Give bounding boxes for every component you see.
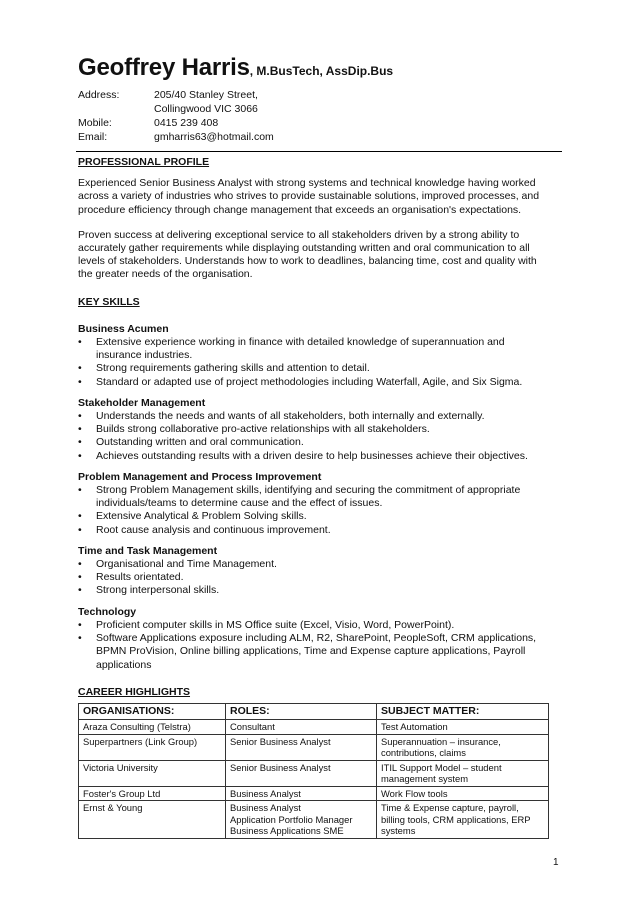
list-item: • Strong interpersonal skills. bbox=[78, 584, 220, 597]
subject-cell: Time & Expense capture, payroll, billing tools, CRM applications, ERP systems bbox=[377, 801, 549, 839]
skill-group-title: Business Acumen bbox=[78, 322, 169, 335]
list-item: • Root cause analysis and continuous improvement. bbox=[78, 523, 331, 536]
org-cell: Araza Consulting (Telstra) bbox=[79, 720, 226, 735]
org-cell: Superpartners (Link Group) bbox=[79, 734, 226, 760]
list-item: • Understands the needs and wants of all stakeholders, both internally and externally. bbox=[78, 410, 485, 423]
candidate-qualifications: , M.BusTech, AssDip.Bus bbox=[249, 64, 394, 78]
bullet-icon: • bbox=[78, 436, 82, 449]
skill-group-title: Technology bbox=[78, 605, 137, 618]
contact-row bbox=[78, 88, 274, 102]
contact-label: Mobile: bbox=[78, 117, 112, 129]
bullet-icon: • bbox=[78, 632, 82, 645]
list-item: • Standard or adapted use of project methodologies including Waterfall, Agile, and Six Sigma. bbox=[78, 375, 523, 388]
address-line-1: 205/40 Stanley Street, bbox=[154, 89, 258, 101]
subject-cell: Test Automation bbox=[377, 720, 549, 735]
bullet-icon: • bbox=[78, 423, 82, 436]
mobile-number: 0415 239 408 bbox=[154, 117, 219, 129]
list-item: • Strong Problem Management skills, identifying and securing the commitment of appropriate individuals/teams to determine cause and the effect of issues. bbox=[78, 484, 521, 510]
subject-cell: Superannuation – insurance, contributions, claims bbox=[377, 734, 549, 760]
bullet-icon: • bbox=[78, 410, 82, 423]
list-item: • Achieves outstanding results with a driven desire to help businesses achieve their objectives. bbox=[78, 449, 528, 462]
role-cell: Senior Business Analyst bbox=[226, 760, 377, 786]
skills-heading: KEY SKILLS bbox=[78, 295, 140, 308]
table-row bbox=[79, 801, 549, 839]
skill-list bbox=[78, 558, 548, 598]
bullet-icon: • bbox=[78, 449, 82, 462]
list-item: • Extensive Analytical & Problem Solving skills. bbox=[78, 510, 307, 523]
list-item: • Strong requirements gathering skills and attention to detail. bbox=[78, 362, 370, 375]
list-item: • Software Applications exposure including ALM, R2, SharePoint, PeopleSoft, CRM applications, BPMN ProVision, Online billing applications, Time and Expense capture applications, Payroll applications bbox=[78, 632, 537, 671]
role-cell: Consultant bbox=[226, 720, 377, 735]
profile-paragraph: Proven success at delivering exceptional service to all stakeholders driven by a strong ability to accurately gather requirements while displaying outstanding written and oral communication to all levels of stakeholders. Understands how to work to deadlines, balancing time, cost and quality with the greater needs of the organisation. bbox=[78, 228, 537, 281]
page-number: 1 bbox=[553, 857, 559, 868]
resume-body bbox=[78, 156, 548, 839]
table-row bbox=[79, 760, 549, 786]
table-row bbox=[79, 786, 549, 801]
column-header: ROLES: bbox=[226, 703, 377, 720]
bullet-icon: • bbox=[78, 375, 82, 388]
org-cell: Foster's Group Ltd bbox=[79, 786, 226, 801]
contact-row bbox=[78, 130, 274, 144]
bullet-icon: • bbox=[78, 523, 82, 536]
skill-list bbox=[78, 619, 548, 672]
skill-group-title: Problem Management and Process Improvement bbox=[78, 470, 322, 483]
bullet-icon: • bbox=[78, 571, 82, 584]
skill-group-title: Stakeholder Management bbox=[78, 396, 206, 409]
bullet-icon: • bbox=[78, 558, 82, 571]
contact-row bbox=[78, 116, 274, 130]
bullet-icon: • bbox=[78, 336, 82, 349]
skill-list bbox=[78, 410, 548, 463]
org-cell: Victoria University bbox=[79, 760, 226, 786]
list-item: • Extensive experience working in finance with detailed knowledge of superannuation and insurance industries. bbox=[78, 336, 505, 362]
bullet-icon: • bbox=[78, 584, 82, 597]
list-item: • Builds strong collaborative pro-active relationships with all stakeholders. bbox=[78, 423, 430, 436]
org-cell: Ernst & Young bbox=[79, 801, 226, 839]
profile-heading: PROFESSIONAL PROFILE bbox=[78, 156, 210, 168]
career-heading: CAREER HIGHLIGHTS bbox=[78, 685, 191, 698]
column-header: ORGANISATIONS: bbox=[79, 703, 226, 720]
address-line-2: Collingwood VIC 3066 bbox=[154, 103, 258, 115]
table-header-row bbox=[79, 703, 549, 720]
skill-list bbox=[78, 336, 548, 389]
list-item: • Results orientated. bbox=[78, 571, 184, 584]
bullet-icon: • bbox=[78, 484, 82, 497]
career-table bbox=[78, 703, 549, 839]
column-header: SUBJECT MATTER: bbox=[377, 703, 549, 720]
subject-cell: Work Flow tools bbox=[377, 786, 549, 801]
table-row bbox=[79, 720, 549, 735]
profile-paragraph: Experienced Senior Business Analyst with strong systems and technical knowledge having worked across a variety of industries who strives to provide sustainable solutions, improved processes, and procedure efficiency through change management that exceeds an organisation's expectations. bbox=[78, 177, 540, 216]
list-item: • Proficient computer skills in MS Office suite (Excel, Visio, Word, PowerPoint). bbox=[78, 618, 455, 631]
subject-cell: ITIL Support Model – student management system bbox=[377, 760, 549, 786]
skill-group-title: Time and Task Management bbox=[78, 544, 218, 557]
contact-label: Address: bbox=[78, 89, 120, 101]
bullet-icon: • bbox=[78, 362, 82, 375]
role-cell: Senior Business Analyst bbox=[226, 734, 377, 760]
skill-list bbox=[78, 484, 548, 537]
role-cell: Business Analyst bbox=[226, 786, 377, 801]
email-address[interactable]: gmharris63@hotmail.com bbox=[154, 131, 274, 143]
list-item: • Organisational and Time Management. bbox=[78, 558, 277, 571]
candidate-name: Geoffrey Harris bbox=[78, 54, 250, 81]
contact-label: Email: bbox=[78, 131, 108, 143]
contact-row bbox=[78, 102, 274, 116]
bullet-icon: • bbox=[78, 510, 82, 523]
resume-header bbox=[78, 54, 568, 82]
contact-details bbox=[78, 88, 274, 144]
table-row bbox=[79, 734, 549, 760]
bullet-icon: • bbox=[78, 618, 82, 631]
header-divider bbox=[76, 151, 562, 152]
role-cell: Business Analyst Application Portfolio Manager Business Applications SME bbox=[226, 801, 377, 839]
list-item: • Outstanding written and oral communication. bbox=[78, 436, 304, 449]
contact-label bbox=[78, 102, 154, 116]
